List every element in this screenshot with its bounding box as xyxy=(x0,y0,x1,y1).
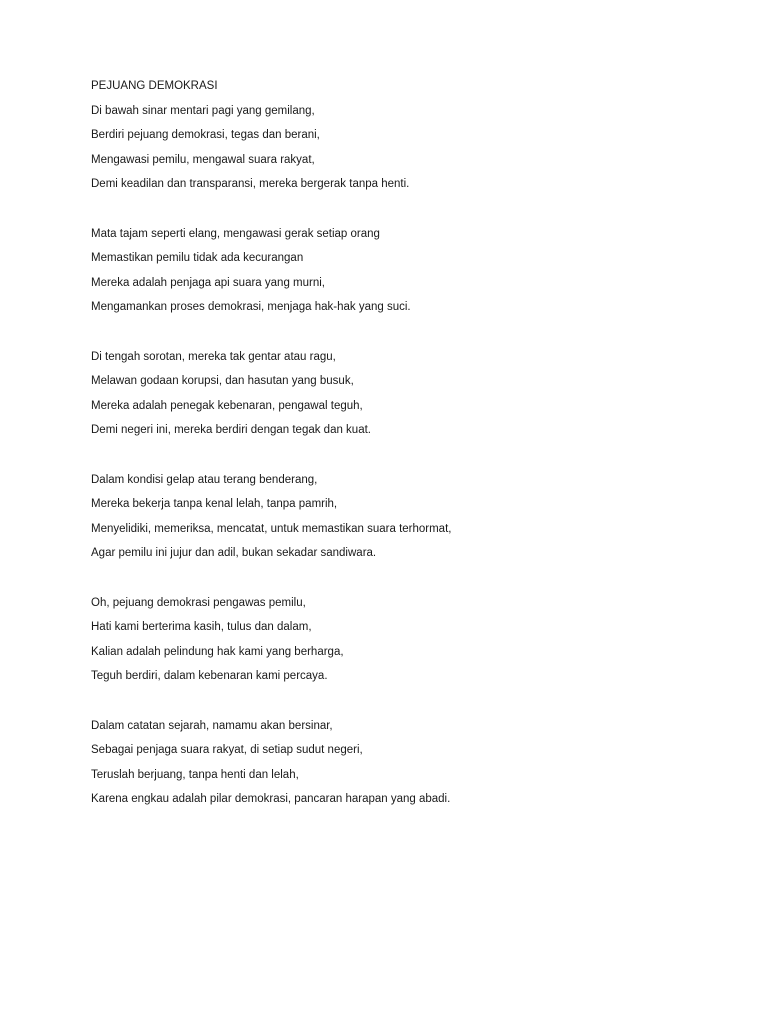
stanza-5 xyxy=(91,594,731,692)
poem-line: Demi negeri ini, mereka berdiri dengan tegak dan kuat. xyxy=(91,424,371,436)
poem-body xyxy=(91,77,731,815)
stanza-6 xyxy=(91,717,731,815)
stanza-1 xyxy=(91,102,731,200)
poem-title: PEJUANG DEMOKRASI xyxy=(91,80,218,92)
poem-line: Kalian adalah pelindung hak kami yang berharga, xyxy=(91,645,344,658)
poem-line: Dalam catatan sejarah, namamu akan bersinar, xyxy=(91,719,333,732)
poem-line: Berdiri pejuang demokrasi, tegas dan berani, xyxy=(91,129,320,141)
poem-line: Dalam kondisi gelap atau terang benderang, xyxy=(91,473,318,486)
poem-line: Teguh berdiri, dalam kebenaran kami percaya. xyxy=(91,670,328,682)
poem-line: Hati kami berterima kasih, tulus dan dalam, xyxy=(91,621,312,633)
poem-line: Mata tajam seperti elang, mengawasi gerak setiap orang xyxy=(91,227,380,240)
poem-line: Sebagai penjaga suara rakyat, di setiap sudut negeri, xyxy=(91,744,363,756)
poem-line: Teruslah berjuang, tanpa henti dan lelah, xyxy=(91,768,299,781)
stanza-gap xyxy=(91,323,731,348)
stanza-gap xyxy=(91,692,731,717)
poem-line: Oh, pejuang demokrasi pengawas pemilu, xyxy=(91,596,306,609)
poem-line: Mereka bekerja tanpa kenal lelah, tanpa pamrih, xyxy=(91,498,338,510)
stanza-3 xyxy=(91,348,731,446)
poem-line: Di tengah sorotan, mereka tak gentar atau ragu, xyxy=(91,350,336,363)
stanza-gap xyxy=(91,446,731,471)
poem-line: Mengawasi pemilu, mengawal suara rakyat, xyxy=(91,153,315,166)
stanza-gap xyxy=(91,200,731,225)
poem-line: Agar pemilu ini jujur dan adil, bukan sekadar sandiwara. xyxy=(91,547,377,559)
poem-line: Di bawah sinar mentari pagi yang gemilang, xyxy=(91,104,315,117)
stanza-4 xyxy=(91,471,731,569)
poem-line: Mereka adalah penegak kebenaran, pengawal teguh, xyxy=(91,399,363,412)
poem-line: Demi keadilan dan transparansi, mereka bergerak tanpa henti. xyxy=(91,178,410,190)
poem-line: Mengamankan proses demokrasi, menjaga hak-hak yang suci. xyxy=(91,301,411,313)
stanza-gap xyxy=(91,569,731,594)
poem-line: Memastikan pemilu tidak ada kecurangan xyxy=(91,252,304,264)
poem-line: Mereka adalah penjaga api suara yang murni, xyxy=(91,276,325,289)
stanza-2 xyxy=(91,225,731,323)
poem-line: Karena engkau adalah pilar demokrasi, pancaran harapan yang abadi. xyxy=(91,793,451,805)
poem-line: Melawan godaan korupsi, dan hasutan yang busuk, xyxy=(91,375,354,387)
poem-line: Menyelidiki, memeriksa, mencatat, untuk memastikan suara terhormat, xyxy=(91,522,452,535)
